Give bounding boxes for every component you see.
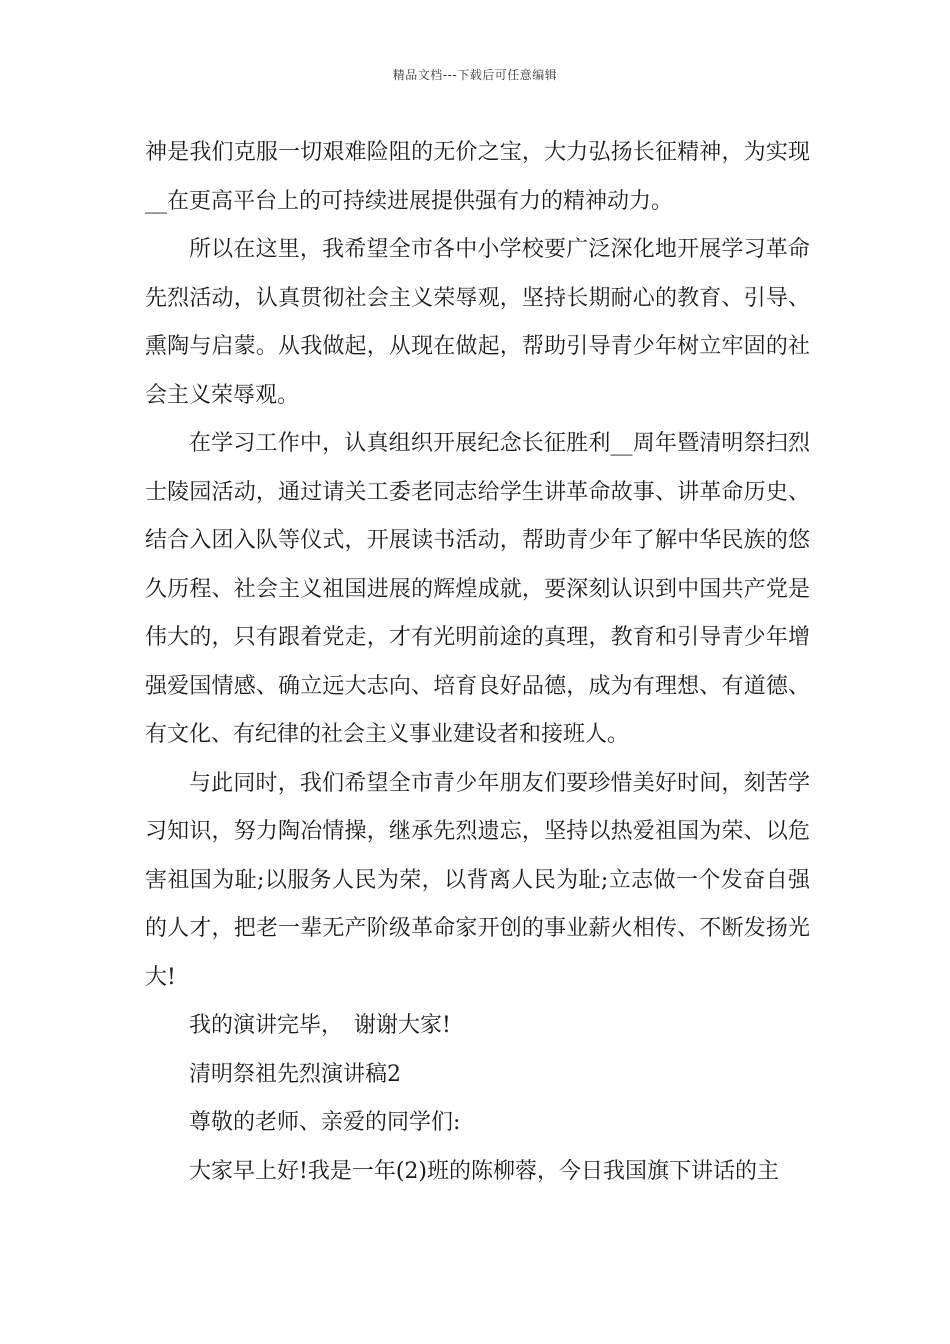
paragraph: 在学习工作中，认真组织开展纪念长征胜利__周年暨清明祭扫烈士陵园活动，通过请关工委老同志给学生讲革命故事、讲革命历史、结合入团入队等仪式，开展读书活动，帮助青少年了解中华民族的悠久历程、社会主义祖国进展的辉煌成就，要深刻认识到中国共产党是伟大的，只有跟着党走，才有光明前途的真理，教育和引导青少年增强爱国情感、确立远大志向、培育良好品德，成为有理想、有道德、有文化、有纪律的社会主义事业建设者和接班人。 <box>145 431 810 747</box>
document-body <box>145 129 810 1196</box>
closing-line: 我的演讲完毕， 谢谢大家! <box>189 1013 451 1038</box>
paragraph-continuation: 神是我们克服一切艰难险阻的无价之宝，大力弘扬长征精神，为实现__在更高平台上的可持续进展提供强有力的精神动力。 <box>145 140 810 214</box>
section-title: 清明祭祖先烈演讲稿2 <box>189 1061 401 1087</box>
paragraph: 与此同时，我们希望全市青少年朋友们要珍惜美好时间，刻苦学习知识，努力陶冶情操，继承先烈遗忘，坚持以热爱祖国为荣、以危害祖国为耻;以服务人民为荣，以背离人民为耻;立志做一个发奋自强的人才，把老一辈无产阶级革命家开创的事业薪火相传、不断发扬光大! <box>145 770 810 990</box>
salutation: 尊敬的老师、亲爱的同学们: <box>189 1110 461 1135</box>
page-header: 精品文档---下载后可任意编辑 <box>392 68 558 82</box>
paragraph: 所以在这里，我希望全市各中小学校要广泛深化地开展学习革命先烈活动，认真贯彻社会主义荣辱观，坚持长期耐心的教育、引导、熏陶与启蒙。从我做起，从现在做起，帮助引导青少年树立牢固的社会主义荣辱观。 <box>145 237 810 408</box>
paragraph: 大家早上好!我是一年(2)班的陈柳蓉，今日我国旗下讲话的主 <box>189 1158 780 1184</box>
